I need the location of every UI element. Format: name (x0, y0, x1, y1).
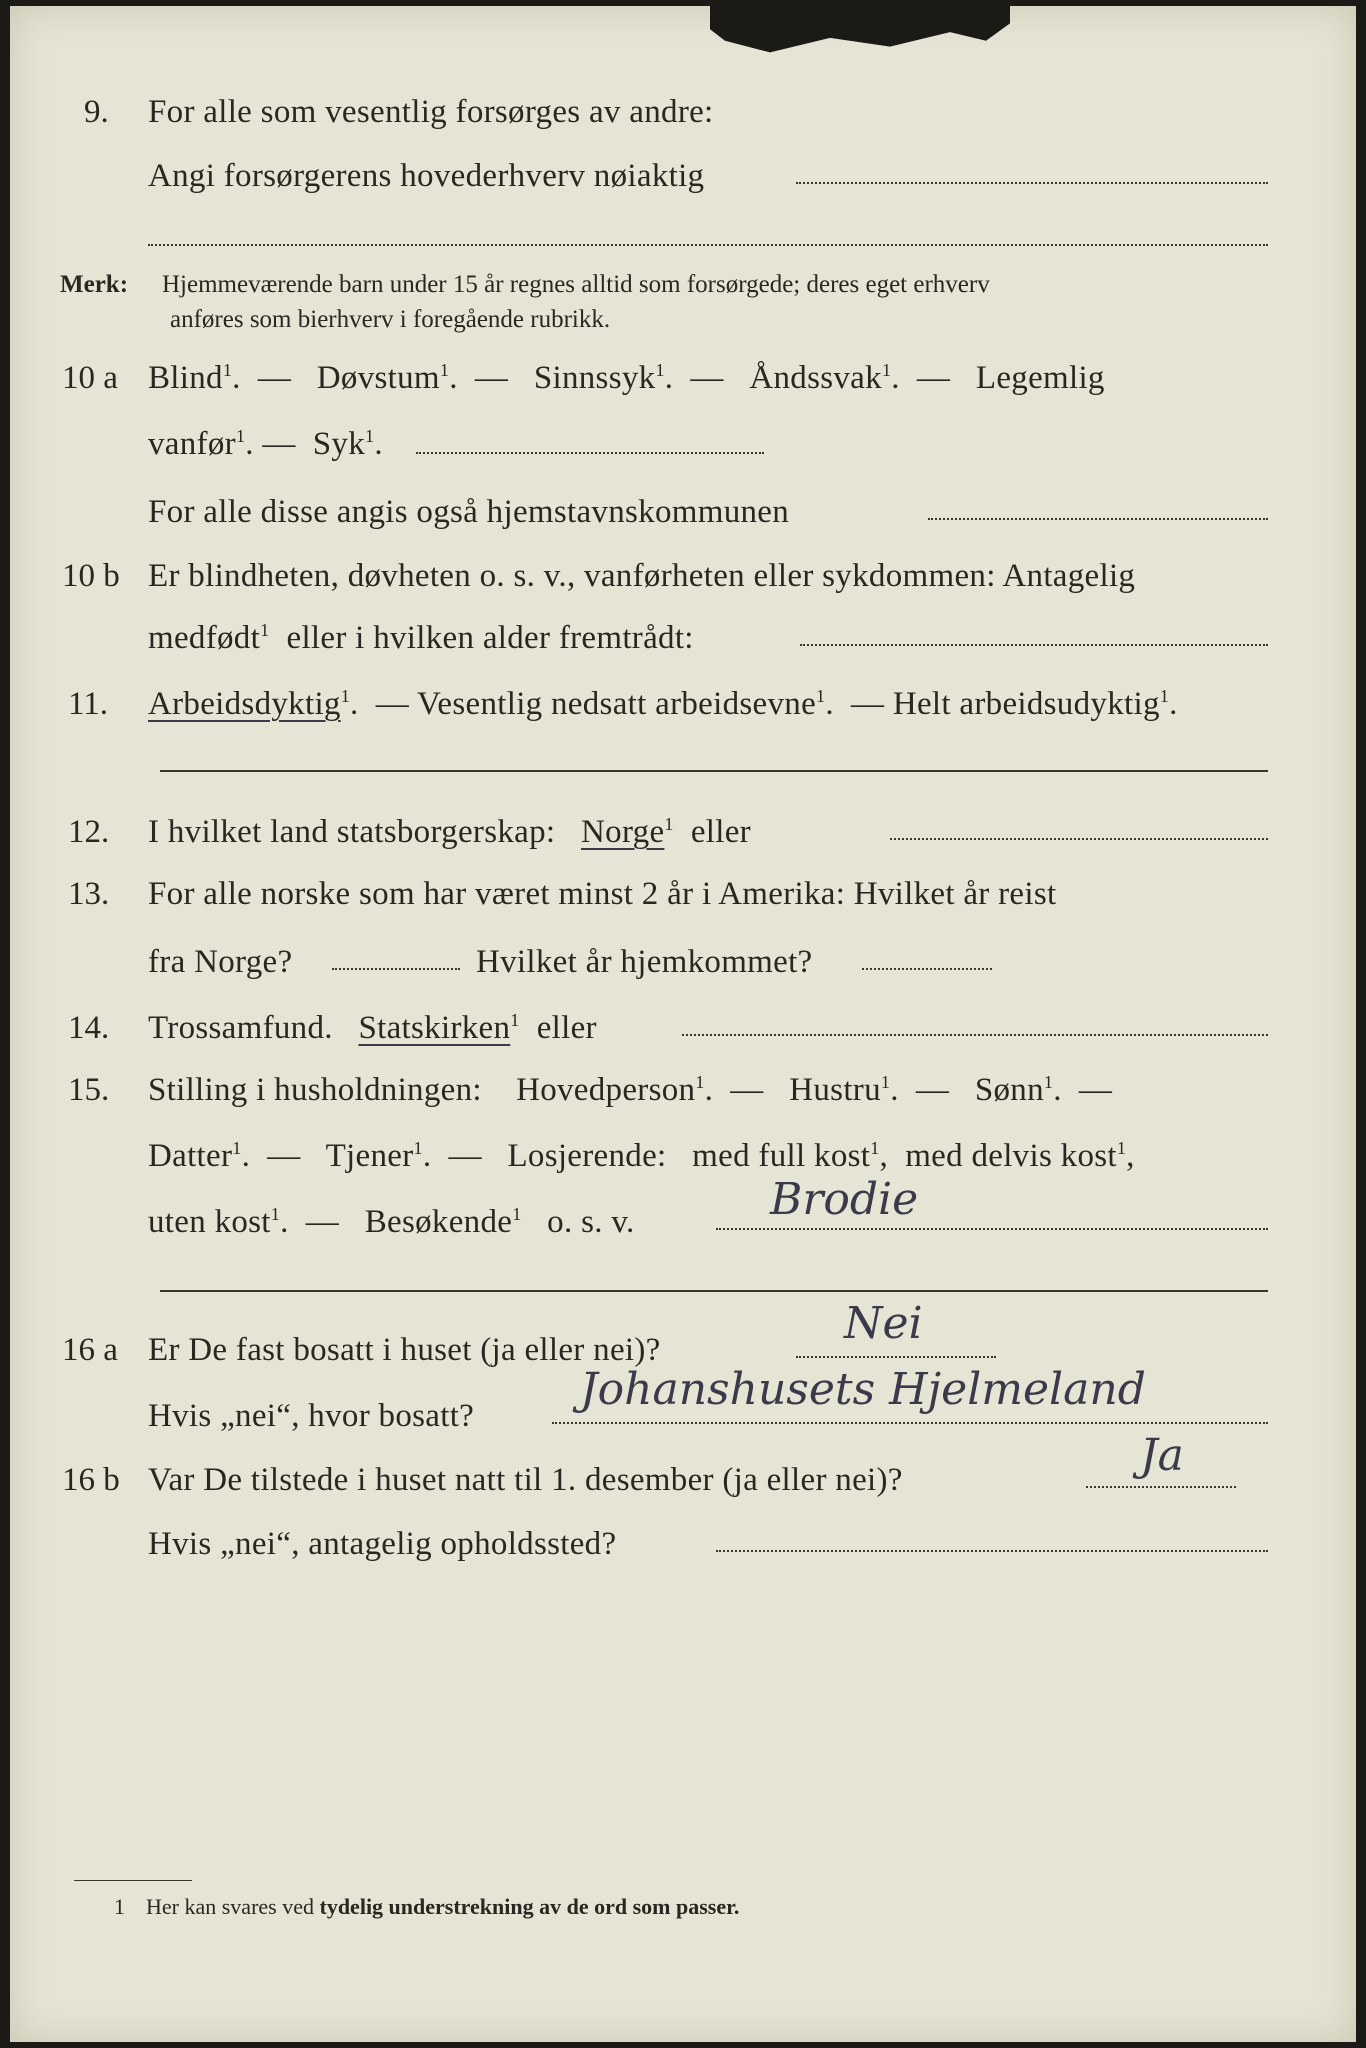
option-delvis[interactable]: med delvis kost (905, 1138, 1117, 1174)
q13-hjem: Hvilket år hjemkommet? (476, 944, 813, 980)
q13-hjem-line[interactable] (862, 968, 992, 970)
q11-number: 11. (68, 686, 109, 722)
option-statskirken-selected[interactable]: Statskirken (358, 1010, 511, 1046)
footnote-text-b: tydelig understrekning av de ord som passer. (319, 1894, 740, 1919)
q15-handwritten-answer: Brodie (770, 1174, 919, 1225)
q10a-number: 10 a (62, 360, 118, 396)
q12-line: I hvilket land statsborgerskap: Norge$^1$ eller (148, 814, 751, 850)
option-datter[interactable]: Datter (148, 1138, 233, 1174)
option-udyktig[interactable]: — Helt arbeidsudyktig (851, 686, 1160, 722)
q16b-handwritten-answer1: Ja (1140, 1430, 1184, 1481)
divider-11 (160, 770, 1268, 772)
q9-answer-line-2[interactable] (148, 244, 1268, 246)
q9-number: 9. (84, 94, 109, 130)
option-hovedperson[interactable]: Hovedperson (516, 1072, 696, 1108)
q12-number: 12. (68, 814, 110, 850)
q9-line1: For alle som vesentlig forsørges av andre: (148, 94, 714, 130)
q13-number: 13. (68, 876, 110, 912)
footnote-mark: 1 (114, 1894, 125, 1919)
q12-eller: eller (690, 814, 751, 850)
q16a-line1: Er De fast bosatt i huset (ja eller nei)? (148, 1332, 661, 1368)
q15-label: Stilling i husholdningen: (148, 1072, 482, 1108)
option-dovstum[interactable]: Døvstum (316, 360, 440, 396)
q16a-handwritten-answer2: Johanshusets Hjelmeland (580, 1364, 1146, 1415)
option-sonn[interactable]: Sønn (974, 1072, 1044, 1108)
q12-answer-line[interactable] (890, 838, 1268, 840)
q16b-answer-line[interactable] (1086, 1486, 1236, 1488)
q10b-answer-line[interactable] (800, 644, 1268, 646)
q10a-hjemstavn-line[interactable] (928, 518, 1268, 520)
q10b-number: 10 b (62, 558, 120, 594)
q9-answer-line[interactable] (796, 182, 1268, 184)
q16a-number: 16 a (62, 1332, 118, 1368)
option-medfodt[interactable]: medfødt (148, 620, 261, 656)
merk-label: Merk: (60, 271, 129, 298)
option-besokende[interactable]: Besøkende (364, 1204, 513, 1240)
q15-line3: uten kost$^1$. — Besøkende$^1$ o. s. v. (148, 1204, 635, 1240)
q15-line2: Datter$^1$. — Tjener$^1$. — Losjerende: med full kost$^1$, med delvis kost$^1$, (148, 1138, 1135, 1174)
q10a-line2: vanfør$^1$. — Syk$^1$. (148, 426, 383, 462)
q11-line: Arbeidsdyktig$^1$. — Vesentlig nedsatt arbeidsevne$^1$. — Helt arbeidsudyktig$^1$. (148, 686, 1178, 722)
q14-text: Trossamfund. (148, 1010, 333, 1046)
q16b-number: 16 b (62, 1462, 120, 1498)
divider-15 (160, 1290, 1268, 1292)
q14-answer-line[interactable] (682, 1034, 1268, 1036)
q16b-line2: Hvis „nei“, antagelig opholdssted? (148, 1526, 617, 1562)
option-vanfor[interactable]: vanfør (148, 426, 236, 462)
footnote-text (146, 1894, 739, 1920)
merk-line1: Hjemmeværende barn under 15 år regnes alltid som forsørgede; deres eget erhverv (162, 271, 990, 298)
q15-losjerende: Losjerende: (507, 1138, 667, 1174)
q9-line2: Angi forsørgerens hovederhverv nøiaktig (148, 158, 705, 194)
option-blind[interactable]: Blind (148, 360, 223, 396)
q14-line: Trossamfund. Statskirken$^1$ eller (148, 1010, 597, 1046)
torn-edge (710, 6, 1010, 64)
q14-eller: eller (536, 1010, 597, 1046)
q15-number: 15. (68, 1072, 110, 1108)
option-sinnssyk[interactable]: Sinnssyk (533, 360, 656, 396)
q16b-line1: Var De tilstede i huset natt til 1. desember (ja eller nei)? (148, 1462, 903, 1498)
q13-reist-line[interactable] (332, 968, 460, 970)
q16a-line2: Hvis „nei“, hvor bosatt? (148, 1398, 475, 1434)
option-tjener[interactable]: Tjener (325, 1138, 414, 1174)
footnote-rule (74, 1880, 192, 1881)
q15-line1: Stilling i husholdningen: Hovedperson$^1$. — Hustru$^1$. — Sønn$^1$. — (148, 1072, 1113, 1108)
q10a-answer-line[interactable] (416, 452, 764, 454)
q10b-line1: Er blindheten, døvheten o. s. v., vanførheten eller sykdommen: Antagelig (148, 558, 1136, 594)
q10b-line2: medfødt$^1$ eller i hvilken alder fremtrådt: (148, 620, 694, 656)
q16b-opholdssted-line[interactable] (716, 1550, 1268, 1552)
option-hustru[interactable]: Hustru (789, 1072, 881, 1108)
footnote-text-a: Her kan svares ved (146, 1894, 314, 1919)
q14-number: 14. (68, 1010, 110, 1046)
option-andssvak[interactable]: Åndssvak (749, 360, 882, 396)
q15-osv: o. s. v. (547, 1204, 635, 1240)
option-fullkost[interactable]: med full kost (692, 1138, 871, 1174)
merk-line2: anføres som bierhverv i foregående rubrikk. (170, 306, 611, 333)
q16a-handwritten-answer1: Nei (844, 1298, 923, 1349)
q16a-bosatt-line[interactable] (552, 1422, 1268, 1424)
q10a-line3: For alle disse angis også hjemstavnskommunen (148, 494, 790, 530)
option-norge-selected[interactable]: Norge (581, 814, 665, 850)
option-legemlig[interactable]: Legemlig (975, 360, 1105, 396)
option-nedsatt[interactable]: — Vesentlig nedsatt arbeidsevne (375, 686, 817, 722)
q13-fra: fra Norge? (148, 944, 293, 980)
option-syk[interactable]: Syk (312, 426, 366, 462)
census-form-page (10, 6, 1356, 2042)
q10a-line1: Blind$^1$. — Døvstum$^1$. — Sinnssyk$^1$. — Åndssvak$^1$. — Legemlig (148, 360, 1105, 396)
q16a-answer-line[interactable] (796, 1356, 996, 1358)
option-utenkost[interactable]: uten kost (148, 1204, 271, 1240)
q13-line1: For alle norske som har været minst 2 år i Amerika: Hvilket år reist (148, 876, 1057, 912)
q15-answer-line[interactable] (716, 1228, 1268, 1230)
q10b-line2-text: eller i hvilken alder fremtrådt: (286, 620, 694, 656)
option-arbeidsdyktig-selected[interactable]: Arbeidsdyktig (148, 686, 341, 722)
q12-text: I hvilket land statsborgerskap: (148, 814, 556, 850)
